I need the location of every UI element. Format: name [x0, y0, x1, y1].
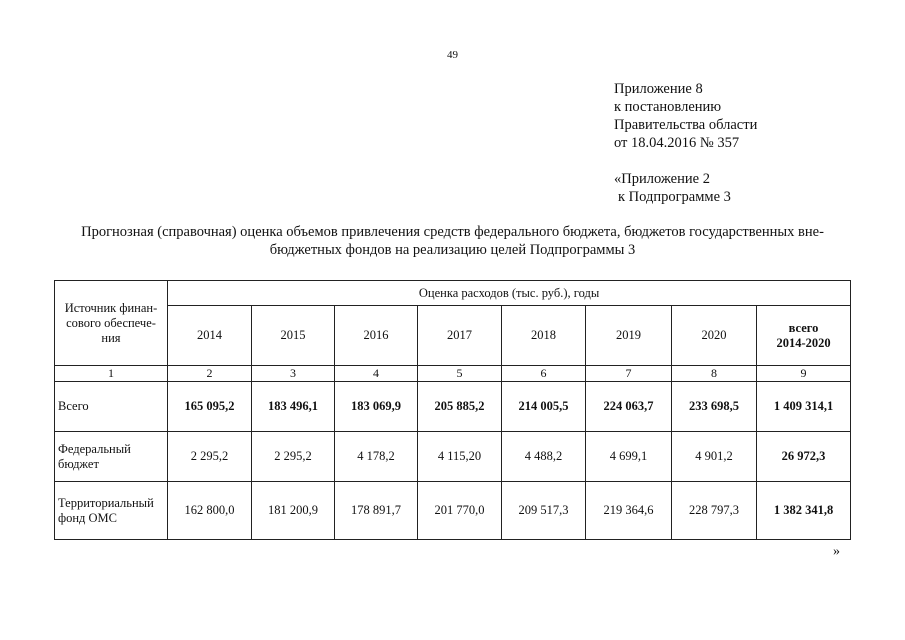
source-text: Территориальный	[58, 495, 154, 510]
group-header-cell: Оценка расходов (тыс. руб.), годы	[168, 281, 851, 306]
value-cell: 219 364,6	[586, 482, 672, 540]
year-cell: 2015	[252, 306, 335, 366]
index-cell: 3	[252, 366, 335, 382]
source-text: бюджет	[58, 456, 99, 471]
year-cell: 2020	[672, 306, 757, 366]
header-text: Источник финан-	[64, 300, 158, 315]
total-cell: 1 382 341,8	[757, 482, 851, 540]
index-cell: 6	[502, 366, 586, 382]
value-cell: 4 115,20	[418, 432, 502, 482]
source-text: Федеральный	[58, 441, 131, 456]
value-cell: 4 178,2	[335, 432, 418, 482]
value-cell: 162 800,0	[168, 482, 252, 540]
page-number: 49	[447, 49, 458, 61]
value-cell: 4 699,1	[586, 432, 672, 482]
index-row	[55, 366, 851, 382]
value-cell: 205 885,2	[418, 382, 502, 432]
year-cell: 2018	[502, 306, 586, 366]
source-text: фонд ОМС	[58, 510, 118, 525]
appendix-line: Правительства области	[614, 117, 758, 133]
value-cell: 183 496,1	[252, 382, 335, 432]
index-cell: 1	[55, 366, 168, 382]
index-cell: 8	[672, 366, 757, 382]
index-cell: 2	[168, 366, 252, 382]
appendix-line: к Подпрограмме 3	[618, 189, 731, 205]
table-row-federal	[55, 432, 851, 482]
total-header-cell	[757, 306, 851, 366]
value-cell: 165 095,2	[168, 382, 252, 432]
appendix-line: от 18.04.2016 № 357	[614, 135, 740, 151]
total-cell: 1 409 314,1	[757, 382, 851, 432]
value-cell: 4 901,2	[672, 432, 757, 482]
table-row-total	[55, 382, 851, 432]
appendix-line: к постановлению	[614, 99, 722, 115]
appendix-block	[614, 80, 757, 206]
source-header-cell	[55, 281, 168, 366]
title-line: бюджетных фондов на реализацию целей Подпрограммы 3	[269, 242, 636, 258]
title-line: Прогнозная (справочная) оценка объемов привлечения средств федерального бюджета, бюджетов государственных вне-	[81, 224, 824, 240]
value-cell: 228 797,3	[672, 482, 757, 540]
source-cell	[55, 432, 168, 482]
value-cell: 209 517,3	[502, 482, 586, 540]
document-title	[40, 223, 865, 259]
source-cell	[55, 482, 168, 540]
table-row-oms	[55, 482, 851, 540]
value-cell: 214 005,5	[502, 382, 586, 432]
index-cell: 5	[418, 366, 502, 382]
header-text: ния	[101, 330, 121, 345]
source-cell	[55, 382, 168, 432]
header-row	[55, 281, 851, 306]
value-cell: 181 200,9	[252, 482, 335, 540]
year-cell: 2017	[418, 306, 502, 366]
value-cell: 224 063,7	[586, 382, 672, 432]
value-cell: 2 295,2	[168, 432, 252, 482]
value-cell: 2 295,2	[252, 432, 335, 482]
index-cell: 4	[335, 366, 418, 382]
value-cell: 178 891,7	[335, 482, 418, 540]
value-cell: 201 770,0	[418, 482, 502, 540]
spacer	[614, 152, 757, 170]
header-text: 2014-2020	[776, 335, 831, 350]
index-cell: 9	[757, 366, 851, 382]
header-text: всего	[788, 320, 819, 335]
source-text: Всего	[58, 399, 89, 413]
value-cell: 4 488,2	[502, 432, 586, 482]
years-row	[55, 306, 851, 366]
year-cell: 2019	[586, 306, 672, 366]
closing-quote: »	[833, 544, 840, 559]
index-cell: 7	[586, 366, 672, 382]
total-cell: 26 972,3	[757, 432, 851, 482]
year-cell: 2016	[335, 306, 418, 366]
header-text: сового обеспече-	[66, 315, 156, 330]
appendix-line: «Приложение 2	[614, 171, 710, 187]
value-cell: 233 698,5	[672, 382, 757, 432]
budget-table	[54, 280, 851, 540]
value-cell: 183 069,9	[335, 382, 418, 432]
year-cell: 2014	[168, 306, 252, 366]
appendix-line: Приложение 8	[614, 81, 703, 97]
